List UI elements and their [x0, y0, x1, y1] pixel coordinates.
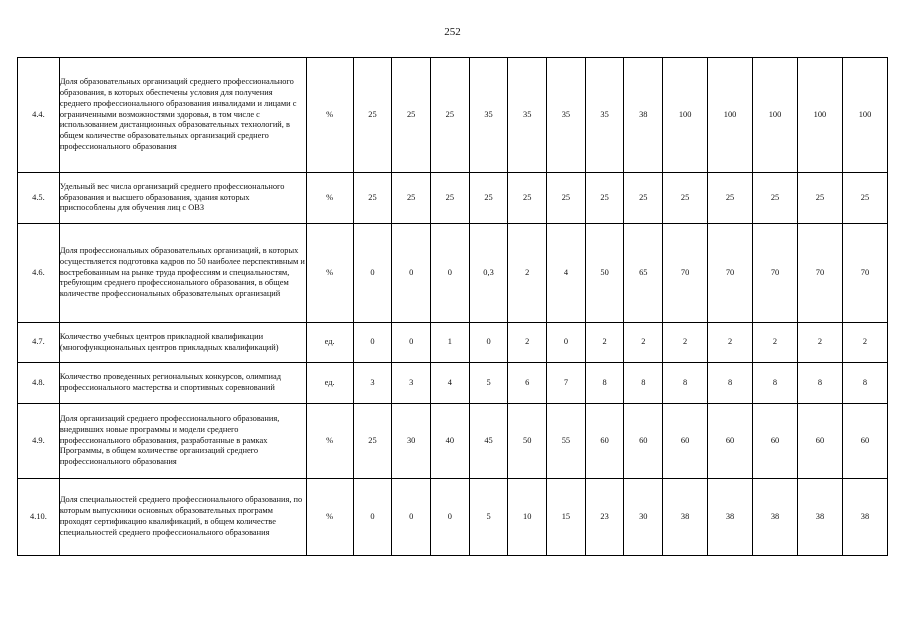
unit-cell: % — [306, 173, 353, 224]
unit-cell: ед. — [306, 323, 353, 363]
value-cell: 30 — [624, 479, 663, 556]
indicator-description: Количество учебных центров прикладной квалификации (многофункциональных центров прикладных квалификаций) — [59, 323, 306, 363]
value-cell: 2 — [753, 323, 798, 363]
value-cell: 25 — [708, 173, 753, 224]
row-number: 4.4. — [18, 58, 60, 173]
value-cell: 8 — [624, 363, 663, 404]
value-cell: 100 — [663, 58, 708, 173]
value-cell: 70 — [842, 224, 887, 323]
value-cell: 2 — [797, 323, 842, 363]
table-row — [18, 323, 888, 363]
value-cell: 25 — [353, 173, 392, 224]
value-cell: 100 — [842, 58, 887, 173]
value-cell: 0 — [353, 479, 392, 556]
table-row — [18, 404, 888, 479]
value-cell: 0 — [353, 224, 392, 323]
value-cell: 8 — [797, 363, 842, 404]
unit-cell: % — [306, 58, 353, 173]
value-cell: 2 — [663, 323, 708, 363]
value-cell: 40 — [431, 404, 470, 479]
row-number: 4.6. — [18, 224, 60, 323]
value-cell: 8 — [708, 363, 753, 404]
value-cell: 25 — [431, 58, 470, 173]
value-cell: 2 — [624, 323, 663, 363]
value-cell: 2 — [842, 323, 887, 363]
value-cell: 0 — [431, 479, 470, 556]
value-cell: 50 — [508, 404, 547, 479]
value-cell: 6 — [508, 363, 547, 404]
value-cell: 7 — [547, 363, 586, 404]
table-row — [18, 224, 888, 323]
value-cell: 100 — [753, 58, 798, 173]
page-number: 252 — [444, 26, 461, 38]
value-cell: 50 — [585, 224, 624, 323]
value-cell: 8 — [585, 363, 624, 404]
value-cell: 15 — [547, 479, 586, 556]
unit-cell: % — [306, 224, 353, 323]
value-cell: 25 — [663, 173, 708, 224]
value-cell: 25 — [431, 173, 470, 224]
row-number: 4.8. — [18, 363, 60, 404]
indicator-description: Удельный вес числа организаций среднего профессионального образования и высшего образования, здания которых приспособлены для обучения лиц с ОВЗ — [59, 173, 306, 224]
value-cell: 55 — [547, 404, 586, 479]
value-cell: 35 — [469, 58, 508, 173]
value-cell: 25 — [585, 173, 624, 224]
row-number: 4.9. — [18, 404, 60, 479]
value-cell: 25 — [797, 173, 842, 224]
value-cell: 5 — [469, 363, 508, 404]
value-cell: 23 — [585, 479, 624, 556]
value-cell: 38 — [624, 58, 663, 173]
value-cell: 38 — [663, 479, 708, 556]
value-cell: 3 — [392, 363, 431, 404]
unit-cell: ед. — [306, 363, 353, 404]
value-cell: 70 — [663, 224, 708, 323]
value-cell: 0,3 — [469, 224, 508, 323]
value-cell: 8 — [842, 363, 887, 404]
value-cell: 100 — [797, 58, 842, 173]
value-cell: 25 — [353, 404, 392, 479]
value-cell: 60 — [708, 404, 753, 479]
value-cell: 2 — [508, 224, 547, 323]
value-cell: 60 — [753, 404, 798, 479]
value-cell: 4 — [431, 363, 470, 404]
value-cell: 2 — [708, 323, 753, 363]
value-cell: 25 — [392, 173, 431, 224]
value-cell: 25 — [547, 173, 586, 224]
value-cell: 8 — [663, 363, 708, 404]
value-cell: 70 — [797, 224, 842, 323]
value-cell: 25 — [842, 173, 887, 224]
unit-cell: % — [306, 479, 353, 556]
value-cell: 25 — [392, 58, 431, 173]
value-cell: 25 — [469, 173, 508, 224]
table-row — [18, 173, 888, 224]
indicators-table — [17, 57, 888, 556]
row-number: 4.7. — [18, 323, 60, 363]
value-cell: 25 — [353, 58, 392, 173]
value-cell: 25 — [624, 173, 663, 224]
value-cell: 100 — [708, 58, 753, 173]
value-cell: 60 — [797, 404, 842, 479]
value-cell: 10 — [508, 479, 547, 556]
value-cell: 25 — [753, 173, 798, 224]
value-cell: 70 — [753, 224, 798, 323]
value-cell: 3 — [353, 363, 392, 404]
value-cell: 25 — [508, 173, 547, 224]
value-cell: 35 — [585, 58, 624, 173]
value-cell: 0 — [353, 323, 392, 363]
value-cell: 38 — [842, 479, 887, 556]
value-cell: 5 — [469, 479, 508, 556]
value-cell: 0 — [431, 224, 470, 323]
value-cell: 30 — [392, 404, 431, 479]
value-cell: 35 — [508, 58, 547, 173]
value-cell: 2 — [585, 323, 624, 363]
table-row — [18, 479, 888, 556]
table-row — [18, 58, 888, 173]
row-number: 4.10. — [18, 479, 60, 556]
table-row — [18, 363, 888, 404]
row-number: 4.5. — [18, 173, 60, 224]
indicator-description: Доля организаций среднего профессионального образования, внедривших новые программы и модели среднего профессионального образования, разработанные в рамках Программы, в общем количестве организаций среднего профессионального образования — [59, 404, 306, 479]
indicator-description: Количество проведенных региональных конкурсов, олимпиад профессионального мастерства и спортивных соревнований — [59, 363, 306, 404]
value-cell: 70 — [708, 224, 753, 323]
value-cell: 45 — [469, 404, 508, 479]
value-cell: 35 — [547, 58, 586, 173]
value-cell: 0 — [392, 224, 431, 323]
indicator-description: Доля специальностей среднего профессионального образования, по которым выпускники основных образовательных программ проходят сертификацию квалификаций, в общем количестве специальностей среднего профессионального образования — [59, 479, 306, 556]
value-cell: 8 — [753, 363, 798, 404]
value-cell: 38 — [708, 479, 753, 556]
value-cell: 1 — [431, 323, 470, 363]
indicator-description: Доля образовательных организаций среднего профессионального образования, в которых обеспечены условия для получения среднего профессионального образования инвалидами и лицами с ограниченными возможностями здоровья, в том числе с использованием дистанционных образовательных технологий, в общем количестве образовательных организаций среднего профессионального образования — [59, 58, 306, 173]
value-cell: 4 — [547, 224, 586, 323]
value-cell: 60 — [624, 404, 663, 479]
value-cell: 60 — [663, 404, 708, 479]
value-cell: 0 — [469, 323, 508, 363]
value-cell: 2 — [508, 323, 547, 363]
value-cell: 0 — [392, 479, 431, 556]
value-cell: 0 — [547, 323, 586, 363]
value-cell: 38 — [753, 479, 798, 556]
value-cell: 38 — [797, 479, 842, 556]
value-cell: 60 — [842, 404, 887, 479]
value-cell: 0 — [392, 323, 431, 363]
indicator-description: Доля профессиональных образовательных организаций, в которых осуществляется подготовка кадров по 50 наиболее перспективным и востребованным на рынке труда профессиям и специальностям, требующим среднего профессионального образования, в общем количестве профессиональных образовательных организаций — [59, 224, 306, 323]
value-cell: 60 — [585, 404, 624, 479]
value-cell: 65 — [624, 224, 663, 323]
unit-cell: % — [306, 404, 353, 479]
